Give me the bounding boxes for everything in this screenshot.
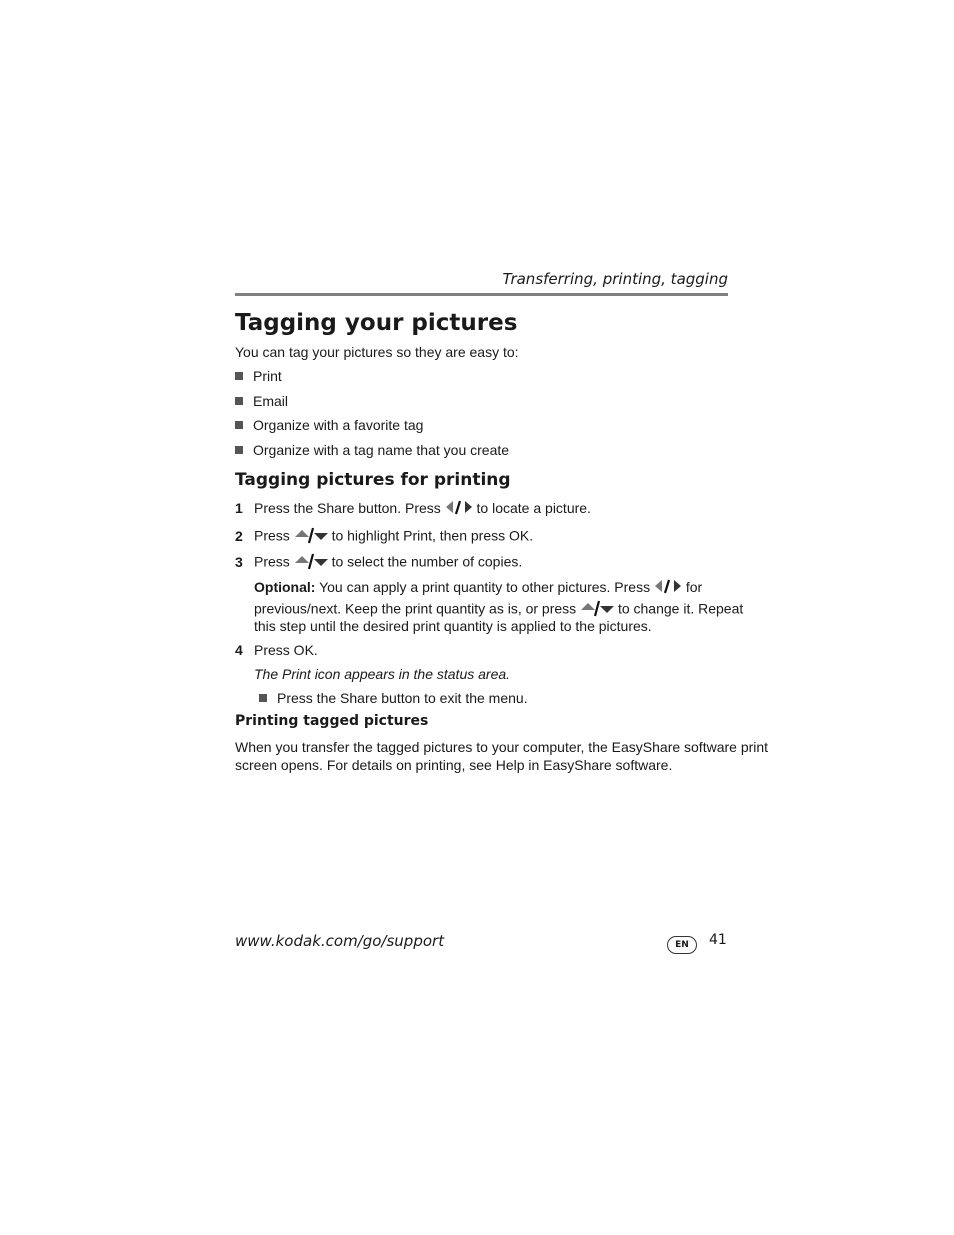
optional-line-2: previous/next. Keep the print quantity as is, or press to change it. Repeat [254,599,743,621]
up-down-arrows-icon [294,526,328,548]
step-3: 3 Press to select the number of copies. [235,552,522,574]
note-text: The Print icon appears in the status area. [254,666,511,682]
bullet-item: Organize with a tag name that you create [235,441,509,459]
bullet-item: Organize with a favorite tag [235,416,423,434]
optional-line-1: Optional: You can apply a print quantity to other pictures. Press for [254,578,702,598]
page-number: 41 [709,932,727,948]
left-right-arrows-icon [654,578,682,598]
header-rule [235,293,728,296]
section-title: Tagging pictures for printing [235,470,511,490]
subsection-title: Printing tagged pictures [235,713,429,729]
up-down-arrows-icon [294,552,328,574]
footer-url: www.kodak.com/go/support [235,932,445,950]
optional-line-3: this step until the desired print quantity is applied to the pictures. [254,618,652,634]
intro-text: You can tag your pictures so they are easy to: [235,344,519,360]
bullet-square-icon [235,372,243,380]
bullet-square-icon [235,446,243,454]
step-2: 2 Press to highlight Print, then press OK. [235,526,533,548]
bullet-square-icon [259,694,267,702]
running-header: Transferring, printing, tagging [502,270,728,288]
bullet-item: Print [235,367,282,385]
page-title: Tagging your pictures [235,310,518,336]
left-right-arrows-icon [445,499,473,519]
bullet-square-icon [235,397,243,405]
sub-bullet-item: Press the Share button to exit the menu. [259,689,528,707]
paragraph-line-2: screen opens. For details on printing, see Help in EasyShare software. [235,757,673,773]
paragraph-line-1: When you transfer the tagged pictures to your computer, the EasyShare software print [235,739,769,755]
bullet-item: Email [235,392,288,410]
step-4: 4 Press OK. [235,642,318,658]
language-badge: EN [667,936,697,954]
step-1: 1 Press the Share button. Press to locate a picture. [235,499,591,519]
bullet-square-icon [235,421,243,429]
